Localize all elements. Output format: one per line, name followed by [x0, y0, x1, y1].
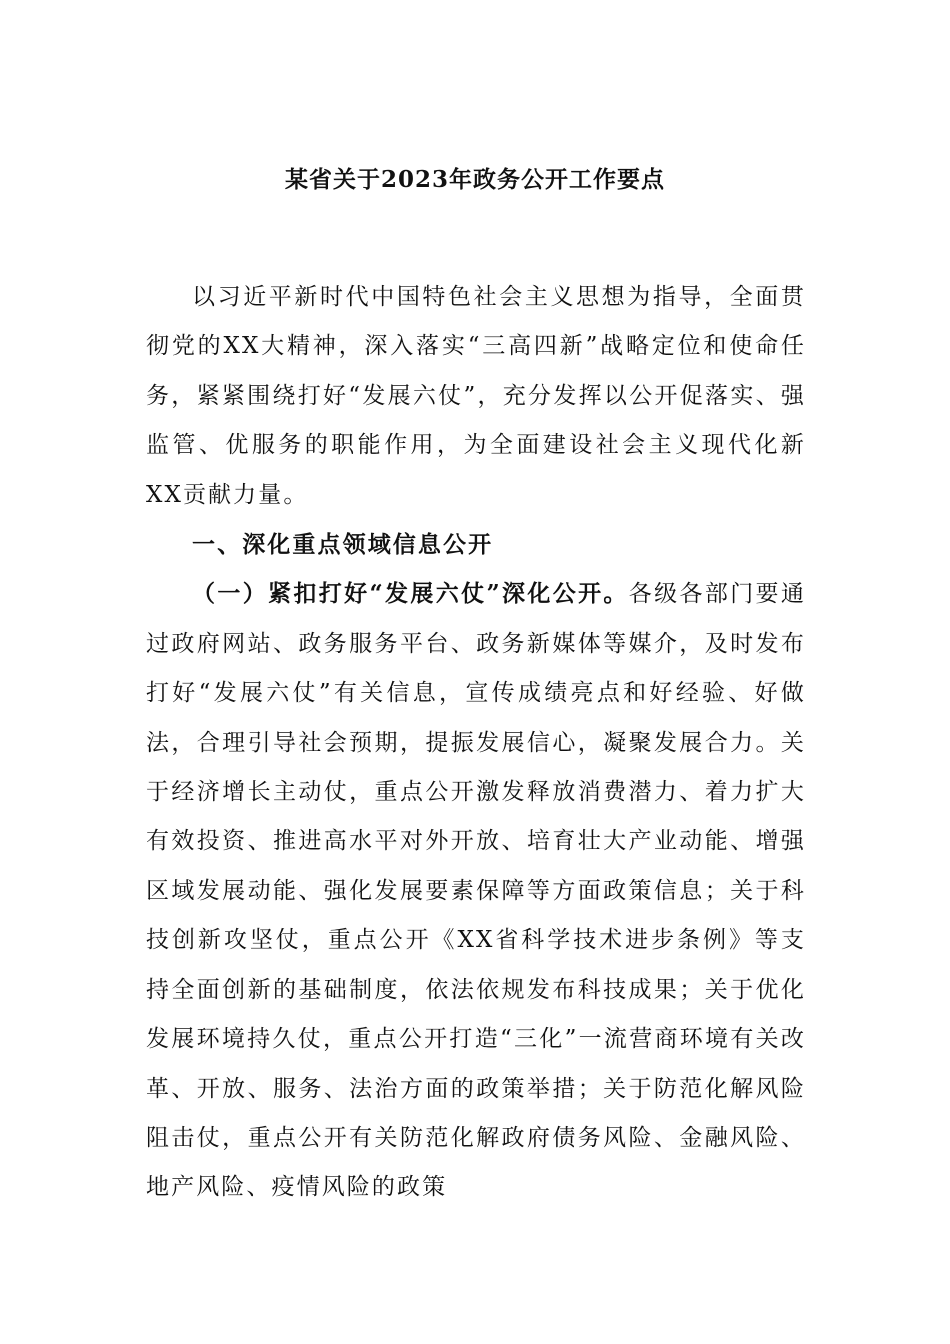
item-lead: （一）紧扣打好“发展六仗”深化公开。: [192, 580, 629, 608]
document-title: 某省关于2023年政务公开工作要点: [284, 166, 665, 193]
item-text: 各级各部门要通过政府网站、政务服务平台、政务新媒体等媒介，及时发布打好“发展六仗”有关信息，宣传成绩亮点和好经验、好做法，合理引导社会预期，提振发展信心，凝聚发展合力。关于经济增长主动仗，重点公开激发释放消费潜力、着力扩大有效投资、推进高水平对外开放、培育壮大产业动能、增强区域发展动能、强化发展要素保障等方面政策信息；关于科技创新攻坚仗，重点公开《XX省科学技术进步条例》等支持全面创新的基础制度，依法依规发布科技成果；关于优化发展环境持久仗，重点公开打造“三化”一流营商环境有关改革、开放、服务、法治方面的政策举措；关于防范化解风险阻击仗，重点公开有关防范化解政府债务风险、金融风险、地产风险、疫情风险的政策: [146, 581, 807, 1201]
intro-paragraph: 以习近平新时代中国特色社会主义思想为指导，全面贯彻党的XX大精神，深入落实“三高四新”战略定位和使命任务，紧紧围绕打好“发展六仗”，充分发挥以公开促落实、强监管、优服务的职能作用，为全面建设社会主义现代化新XX贡献力量。: [146, 284, 806, 508]
section-heading: 一、深化重点领域信息公开: [192, 531, 494, 559]
document-body: [146, 273, 806, 1213]
item-paragraph: [146, 569, 806, 1212]
